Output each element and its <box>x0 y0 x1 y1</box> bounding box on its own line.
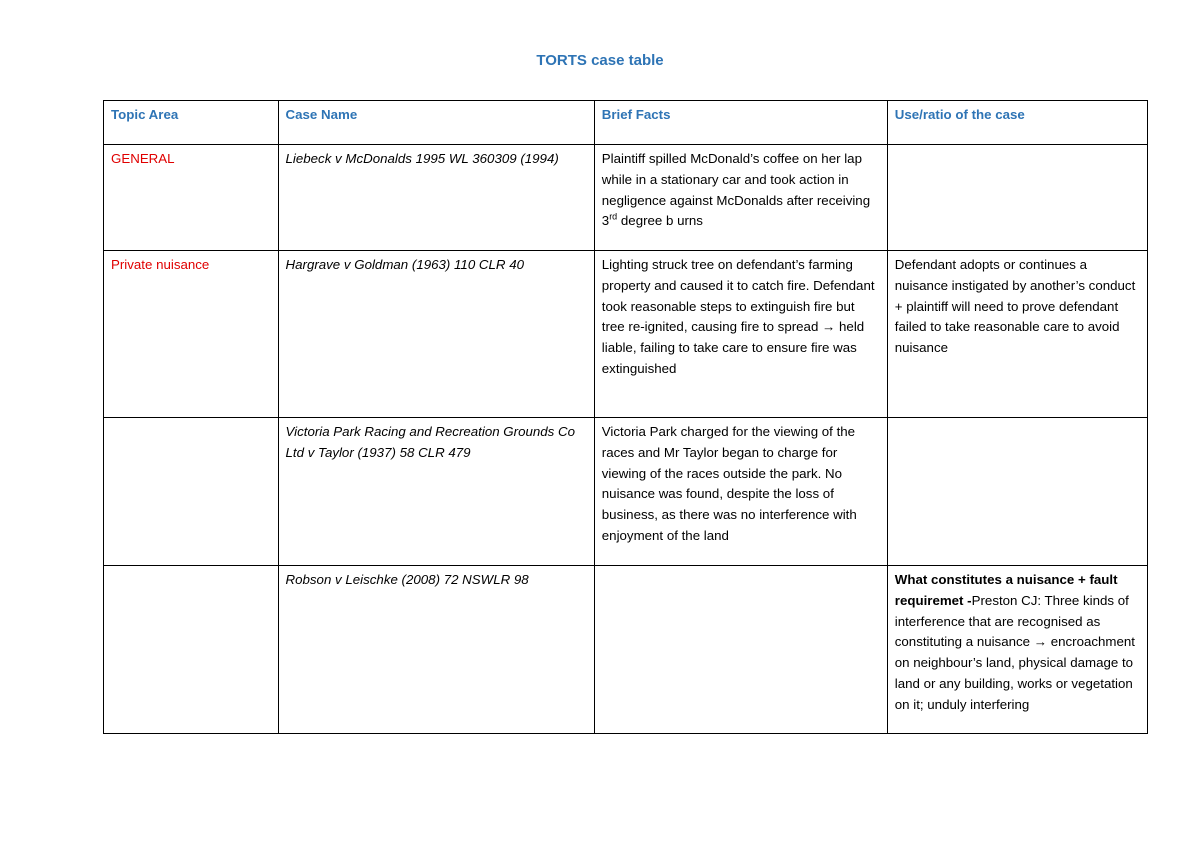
header-topic-area: Topic Area <box>104 101 279 145</box>
topic-cell <box>104 566 279 734</box>
facts-cell <box>594 418 887 566</box>
facts-text: Plaintiff spilled McDonald’s coffee on her lap while in a stationary car and took action in negligence against McDonalds after receiving 3 <box>601 151 871 229</box>
table-row <box>104 566 1148 734</box>
header-case-name: Case Name <box>278 101 594 145</box>
topic-cell <box>104 145 279 251</box>
case-cell <box>278 418 594 566</box>
table-header-row <box>104 101 1148 145</box>
ratio-text: Preston CJ: Three kinds of interference that are recognised as constituting a nuisance → encroachment on neighbour’s land, physical damage to land or any building, works or vegetation on it; unduly interfering <box>894 592 1135 712</box>
page-title: TORTS case table <box>536 52 664 69</box>
facts-cell <box>594 566 887 734</box>
topic-cell <box>104 418 279 566</box>
case-text: Robson v Leischke (2008) 72 NSWLR 98 <box>285 572 529 587</box>
facts-text: Victoria Park charged for the viewing of the races and Mr Taylor began to charge for viewing of the races outside the park. No nuisance was found, despite the loss of business, as there was no interference with enjoyment of the land <box>601 424 857 543</box>
header-brief-facts: Brief Facts <box>594 101 887 145</box>
case-text: Hargrave v Goldman (1963) 110 CLR 40 <box>285 257 524 272</box>
facts-text: Lighting struck tree on defendant’s farming property and caused it to catch fire. Defendant took reasonable steps to extinguish fire but tree re-ignited, causing fire to spread → held liable, failing to take care to ensure fire was extinguished <box>601 257 875 376</box>
case-cell <box>278 251 594 418</box>
topic-cell <box>104 251 279 418</box>
header-ratio: Use/ratio of the case <box>887 101 1147 145</box>
case-cell <box>278 145 594 251</box>
topic-text: Private nuisance <box>111 257 210 272</box>
facts-superscript: rd <box>609 211 618 222</box>
ratio-cell <box>887 145 1147 251</box>
case-table <box>103 100 1148 734</box>
ratio-text: Defendant adopts or continues a nuisance instigated by another’s conduct + plaintiff will need to prove defendant failed to take reasonable care to avoid nuisance <box>894 257 1136 356</box>
facts-cell <box>594 251 887 418</box>
ratio-cell <box>887 251 1147 418</box>
facts-cell <box>594 145 887 251</box>
table-row <box>104 418 1148 566</box>
ratio-heading: What constitutes a nuisance + fault requiremet - <box>894 572 1118 608</box>
ratio-cell <box>887 418 1147 566</box>
ratio-cell <box>887 566 1147 734</box>
table-row <box>104 145 1148 251</box>
topic-text: GENERAL <box>111 151 175 166</box>
case-text: Liebeck v McDonalds 1995 WL 360309 (1994) <box>285 151 559 166</box>
case-text: Victoria Park Racing and Recreation Grounds Co Ltd v Taylor (1937) 58 CLR 479 <box>285 424 575 460</box>
table-row <box>104 251 1148 418</box>
facts-text-continued: degree b urns <box>617 213 703 229</box>
case-cell <box>278 566 594 734</box>
